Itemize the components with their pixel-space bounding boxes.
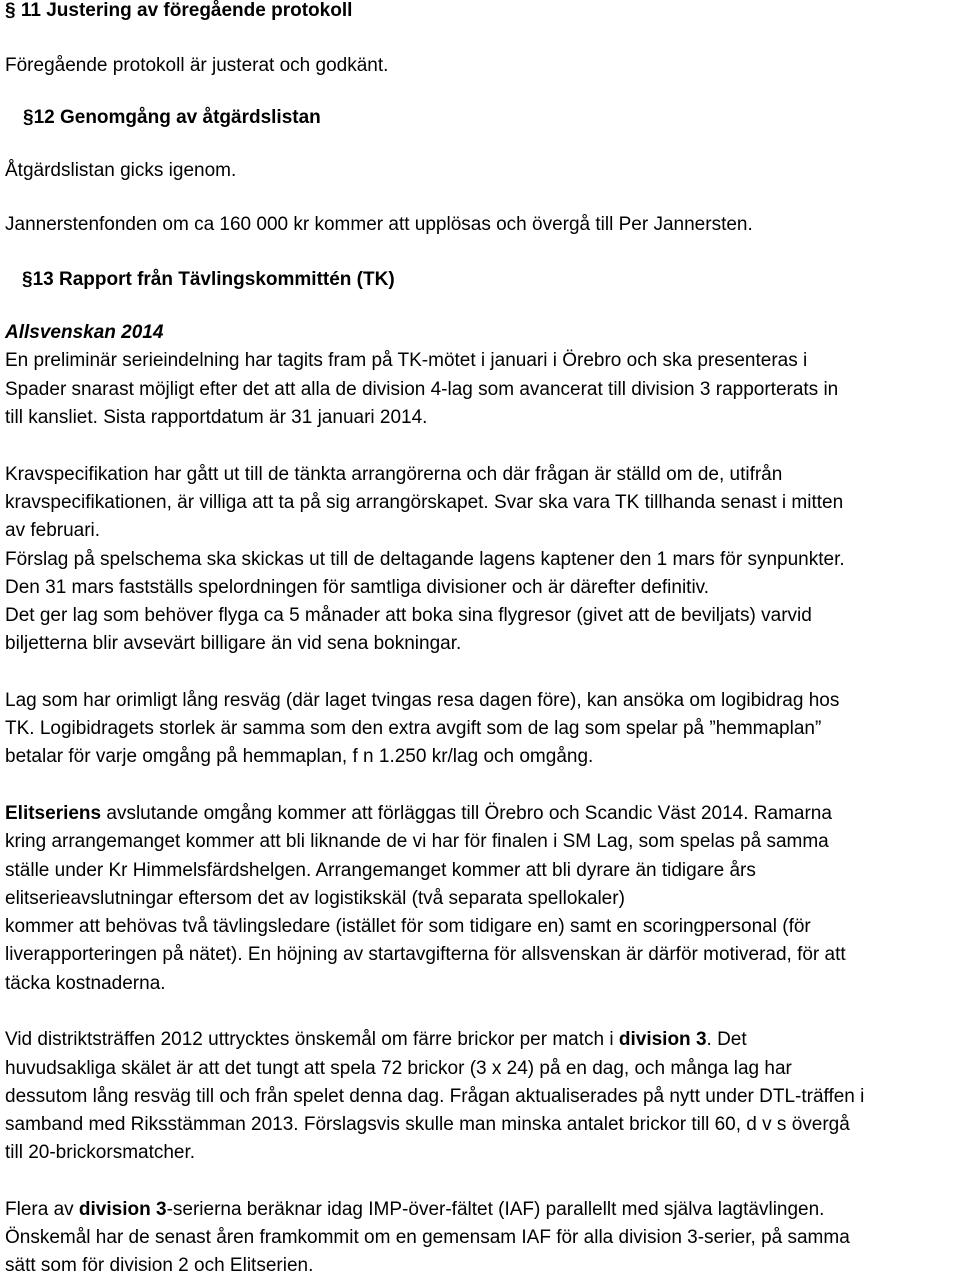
inline-text: -serierna beräknar idag IMP-över-fältet (IAF) parallellt med själva lagtävlingen. (166, 1199, 825, 1220)
paragraph-line: TK. Logibidragets storlek är samma som den extra avgift som de lag som spelar på ”hemmaplan” (5, 718, 822, 739)
paragraph-line: huvudsakliga skälet är att det tungt att spela 72 brickor (3 x 24) på en dag, och många lag har (5, 1058, 792, 1079)
paragraph-line: Önskemål har de senast åren framkommit om en gemensam IAF för alla division 3-serier, på samma (5, 1227, 850, 1248)
paragraph-line (5, 1026, 747, 1054)
bold-term: division 3 (78, 1199, 167, 1220)
paragraph-line: Förslag på spelschema ska skickas ut till de deltagande lagens kaptener den 1 mars för synpunkter. (5, 549, 845, 570)
section-11-heading: § 11 Justering av föregående protokoll (5, 0, 353, 21)
paragraph-line: biljetterna blir avsevärt billigare än vid sena bokningar. (5, 633, 462, 654)
paragraph-line: Det ger lag som behöver flyga ca 5 månader att boka sina flygresor (givet att de beviljats) varvid (5, 605, 812, 626)
paragraph-line: Spader snarast möjligt efter det att alla de division 4-lag som avancerat till division 3 rapporterats in (5, 379, 839, 400)
paragraph-line: dessutom lång resväg till och från spelet denna dag. Frågan aktualiserades på nytt under DTL-träffen i (5, 1086, 865, 1107)
paragraph-line: av februari. (5, 520, 101, 541)
inline-text: . Det (706, 1029, 747, 1050)
inline-text: Vid distriktsträffen 2012 uttrycktes önskemål om färre brickor per match i (5, 1029, 619, 1050)
paragraph-line: ställe under Kr Himmelsfärdshelgen. Arrangemanget kommer att bli dyrare än tidigare års (5, 860, 756, 881)
paragraph-line: Den 31 mars fastställs spelordningen för samtliga divisioner och är därefter definitiv. (5, 577, 710, 598)
inline-text: avslutande omgång kommer att förläggas till Örebro och Scandic Väst 2014. Ramarna (101, 803, 832, 824)
section-13-heading: §13 Rapport från Tävlingskommittén (TK) (22, 269, 395, 290)
section-12-line: Åtgärdslistan gicks igenom. (5, 160, 237, 181)
paragraph-line: samband med Riksstämman 2013. Förslagsvis skulle man minska antalet brickor till 60, d v s övergå (5, 1114, 850, 1135)
paragraph-line: kravspecifikationen, är villiga att ta på sig arrangörskapet. Svar ska vara TK tillhanda senast i mitten (5, 492, 844, 513)
paragraph-line: Lag som har orimligt lång resväg (där laget tvingas resa dagen före), kan ansöka om logibidrag hos (5, 690, 840, 711)
paragraph-line: kommer att behövas två tävlingsledare (istället för som tidigare en) samt en scoringpersonal (för (5, 916, 811, 937)
section-12-heading: §12 Genomgång av åtgärdslistan (23, 107, 321, 128)
paragraph-line: Kravspecifikation har gått ut till de tänkta arrangörerna och där frågan är ställd om de, utifrån (5, 464, 783, 485)
paragraph-line: täcka kostnaderna. (5, 973, 166, 994)
paragraph-line: till kansliet. Sista rapportdatum är 31 januari 2014. (5, 407, 428, 428)
inline-text: Flera av (5, 1199, 79, 1220)
paragraph-line: kring arrangemanget kommer att bli liknande de vi har för finalen i SM Lag, som spelas på samma (5, 831, 829, 852)
paragraph-line: liverapporteringen på nätet). En höjning av startavgifterna för allsvenskan är därför motiverad, för att (5, 944, 846, 965)
section-13-subheading: Allsvenskan 2014 (5, 322, 164, 343)
section-12-line: Jannerstenfonden om ca 160 000 kr kommer att upplösas och övergå till Per Jannersten. (5, 214, 753, 235)
paragraph-line: En preliminär serieindelning har tagits fram på TK-mötet i januari i Örebro och ska presenteras i (5, 350, 808, 371)
paragraph-line: betalar för varje omgång på hemmaplan, f n 1.250 kr/lag och omgång. (5, 746, 594, 767)
paragraph-line: till 20-brickorsmatcher. (5, 1142, 196, 1163)
paragraph-line: sätt som för division 2 och Elitserien. (5, 1255, 314, 1276)
section-11-text: Föregående protokoll är justerat och godkänt. (5, 55, 389, 76)
paragraph-line (5, 1196, 824, 1224)
bold-term: division 3 (618, 1029, 707, 1050)
paragraph-line: elitserieavslutningar eftersom det av logistikskäl (två separata spellokaler) (5, 888, 625, 909)
paragraph-line (5, 800, 832, 828)
bold-term: Elitseriens (5, 803, 102, 824)
